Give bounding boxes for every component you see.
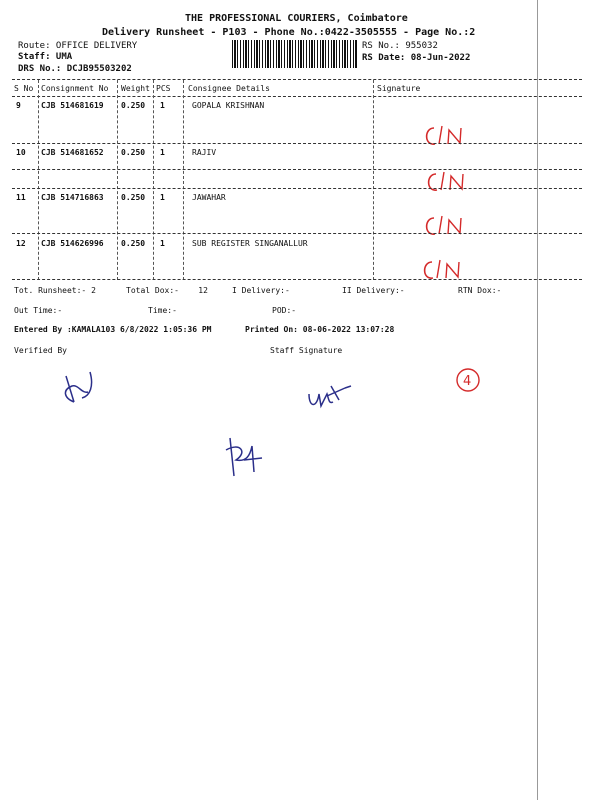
- signature-cn: [422, 214, 472, 240]
- in-time: Time:-: [148, 306, 177, 315]
- signature-cn: [422, 124, 472, 150]
- verified-by: Verified By: [14, 346, 67, 355]
- row-pcs: 1: [160, 193, 165, 202]
- runsheet-subtitle: Delivery Runsheet - P103 - Phone No.:0422-3505555 - Page No.:2: [102, 27, 476, 38]
- row-weight: 0.250: [121, 148, 146, 157]
- row-rule: [12, 143, 582, 144]
- col-header-weight: Weight: [121, 84, 150, 93]
- header-bottom-rule: [12, 96, 582, 97]
- staff-signature-label: Staff Signature: [270, 346, 343, 355]
- row-pcs: 1: [160, 148, 165, 157]
- column-divider: [183, 80, 184, 280]
- page-right-edge: [537, 0, 538, 800]
- printed-on: Printed On: 08-06-2022 13:07:28: [245, 325, 395, 334]
- i-delivery: I Delivery:-: [232, 286, 290, 295]
- row-rule: [12, 169, 582, 170]
- row-pcs: 1: [160, 101, 165, 110]
- staff-label: Staff: UMA: [18, 52, 73, 62]
- signature-cn: [424, 170, 474, 196]
- rtn-dox: RTN Dox:-: [458, 286, 502, 295]
- row-sno: 12: [16, 239, 26, 248]
- row-consignee: RAJIV: [192, 148, 217, 157]
- row-weight: 0.250: [121, 101, 146, 110]
- company-title: THE PROFESSIONAL COURIERS, Coimbatore: [185, 13, 408, 24]
- staff-signature: [305, 372, 355, 414]
- row-weight: 0.250: [121, 239, 146, 248]
- table-bottom-rule: [12, 279, 582, 280]
- route-label: Route: OFFICE DELIVERY: [18, 41, 138, 51]
- row-rule: [12, 233, 582, 234]
- row-consignment: CJB 514681652: [41, 148, 104, 157]
- signature-cn: [420, 258, 470, 284]
- handwritten-initials: [222, 436, 264, 480]
- tot-runsheet: Tot. Runsheet:- 2: [14, 286, 96, 295]
- rs-date: RS Date: 08-Jun-2022: [362, 53, 471, 63]
- barcode-image: [232, 40, 358, 68]
- row-consignee: GOPALA KRISHNAN: [192, 101, 265, 110]
- rs-number: RS No.: 955032: [362, 41, 438, 51]
- row-sno: 9: [16, 101, 21, 110]
- col-header-consignment: Consignment No: [41, 84, 109, 93]
- row-consignment: CJB 514681619: [41, 101, 104, 110]
- row-weight: 0.250: [121, 193, 146, 202]
- row-sno: 11: [16, 193, 26, 202]
- column-divider: [117, 80, 118, 280]
- table-top-rule: [12, 79, 582, 80]
- total-dox: Total Dox:- 12: [126, 286, 208, 295]
- drs-number: DRS No.: DCJB95503202: [18, 64, 132, 74]
- col-header-pcs: PCS: [156, 84, 171, 93]
- row-consignment: CJB 514626996: [41, 239, 104, 248]
- col-header-signature: Signature: [377, 84, 421, 93]
- column-divider: [38, 80, 39, 280]
- column-divider: [373, 80, 374, 280]
- col-header-consignee: Consignee Details: [188, 84, 270, 93]
- row-pcs: 1: [160, 239, 165, 248]
- col-header-sno: S No: [14, 84, 34, 93]
- page-mark-circle: [454, 366, 482, 394]
- column-divider: [153, 80, 154, 280]
- ii-delivery: II Delivery:-: [342, 286, 405, 295]
- verifier-signature: [60, 368, 100, 408]
- row-consignment: CJB 514716863: [41, 193, 104, 202]
- row-rule: [12, 188, 582, 189]
- row-consignee: JAWAHAR: [192, 193, 226, 202]
- entered-by: Entered By :KAMALA103 6/8/2022 1:05:36 PM: [14, 325, 212, 334]
- pod: POD:-: [272, 306, 297, 315]
- row-sno: 10: [16, 148, 26, 157]
- row-consignee: SUB REGISTER SINGANALLUR: [192, 239, 308, 248]
- out-time: Out Time:-: [14, 306, 63, 315]
- page-mark-number: 4: [463, 374, 472, 389]
